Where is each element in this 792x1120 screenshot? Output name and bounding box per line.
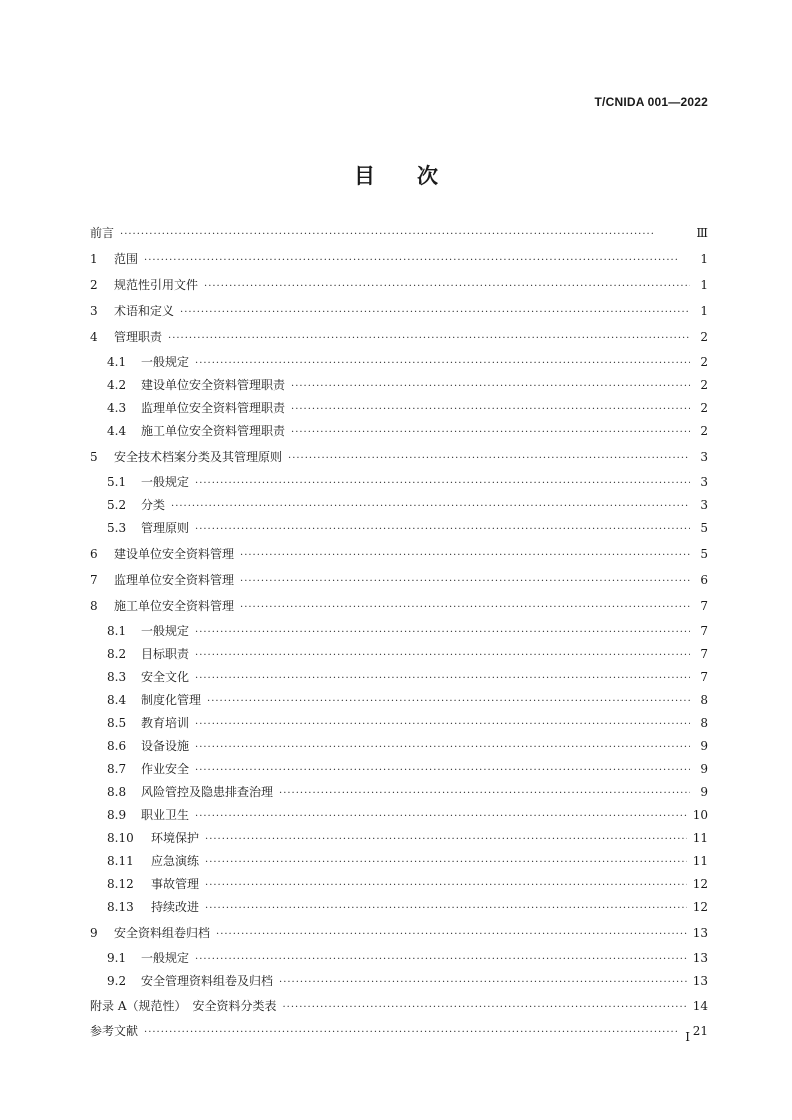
toc-entry-label: 附录 A（规范性） 安全资料分类表 (90, 999, 277, 1013)
toc-entry-page: 9 (700, 762, 708, 776)
page-title: 目 次 (354, 164, 438, 188)
toc-entry[interactable] (90, 330, 708, 346)
toc-entry-page: 12 (692, 877, 708, 891)
toc-entry[interactable] (90, 547, 708, 563)
toc-entry-page: 12 (692, 900, 708, 914)
toc-entry-label: 监理单位安全资料管理职责 (141, 401, 286, 415)
toc-entry-label: 前言 (90, 226, 115, 240)
table-of-contents (90, 226, 708, 1040)
toc-entry-number: 8.13 (107, 900, 134, 914)
toc-entry-label: 建设单位安全资料管理职责 (141, 378, 286, 392)
toc-entry-page: 13 (692, 974, 708, 988)
toc-entry-label: 范围 (114, 252, 139, 266)
toc-entry-label: 目标职责 (141, 647, 190, 661)
toc-entry[interactable] (90, 401, 708, 417)
toc-entry-page: 13 (692, 951, 708, 965)
toc-entry-number: 9.1 (107, 951, 127, 965)
toc-entry[interactable] (90, 624, 708, 640)
toc-leader-dots (120, 228, 690, 242)
toc-leader-dots (144, 254, 690, 268)
toc-entry-page: 11 (692, 854, 708, 868)
toc-leader-dots (205, 879, 687, 893)
toc-leader-dots (195, 718, 690, 732)
toc-entry-number: 8 (90, 599, 98, 613)
toc-entry-number: 8.4 (107, 693, 127, 707)
toc-entry-page: 9 (700, 739, 708, 753)
toc-entry-number: 6 (90, 547, 98, 561)
toc-leader-dots (207, 695, 690, 709)
toc-entry[interactable] (90, 854, 708, 870)
toc-leader-dots (195, 672, 690, 686)
toc-leader-dots (195, 810, 687, 824)
toc-entry-page: 2 (700, 330, 708, 344)
toc-entry-number: 4.4 (107, 424, 127, 438)
toc-entry-number: 8.11 (107, 854, 134, 868)
toc-entry-label: 环境保护 (151, 831, 200, 845)
toc-entry-page: 7 (700, 670, 708, 684)
toc-entry[interactable] (90, 355, 708, 371)
toc-entry[interactable] (90, 999, 708, 1015)
toc-entry-page: 3 (700, 450, 708, 464)
toc-entry-page: 5 (700, 521, 708, 535)
toc-entry-label: 安全技术档案分类及其管理原则 (114, 450, 283, 464)
toc-entry-number: 8.5 (107, 716, 127, 730)
toc-leader-dots (205, 856, 687, 870)
toc-entry[interactable] (90, 573, 708, 589)
toc-entry-number: 1 (90, 252, 98, 266)
toc-entry-page: 8 (700, 716, 708, 730)
toc-entry-label: 一般规定 (141, 951, 190, 965)
toc-entry[interactable] (90, 951, 708, 967)
toc-entry-label: 作业安全 (141, 762, 190, 776)
toc-entry-page: 5 (700, 547, 708, 561)
toc-entry[interactable] (90, 378, 708, 394)
toc-entry-number: 3 (90, 304, 98, 318)
toc-entry-number: 8.6 (107, 739, 127, 753)
toc-entry-number: 4.2 (107, 378, 127, 392)
toc-leader-dots (204, 280, 690, 294)
toc-entry-label: 建设单位安全资料管理 (114, 547, 235, 561)
toc-leader-dots (195, 477, 690, 491)
toc-entry-label: 参考文献 (90, 1024, 139, 1038)
toc-entry[interactable] (90, 974, 708, 990)
toc-entry-label: 术语和定义 (114, 304, 175, 318)
toc-entry-number: 9.2 (107, 974, 127, 988)
toc-entry-number: 8.9 (107, 808, 127, 822)
toc-entry-number: 8.8 (107, 785, 127, 799)
toc-entry-label: 管理原则 (141, 521, 190, 535)
toc-leader-dots (171, 500, 690, 514)
toc-entry-page: 7 (700, 624, 708, 638)
toc-entry-number: 5 (90, 450, 98, 464)
toc-leader-dots (291, 426, 690, 440)
toc-entry-page: 1 (700, 252, 708, 266)
toc-entry-label: 安全资料组卷归档 (114, 926, 211, 940)
toc-entry-number: 8.10 (107, 831, 134, 845)
toc-entry[interactable] (90, 808, 708, 824)
toc-entry-page: 2 (700, 401, 708, 415)
toc-entry[interactable] (90, 693, 708, 709)
toc-entry[interactable] (90, 785, 708, 801)
toc-leader-dots (291, 380, 690, 394)
toc-entry-label: 监理单位安全资料管理 (114, 573, 235, 587)
toc-leader-dots (195, 523, 690, 537)
toc-entry-label: 规范性引用文件 (114, 278, 199, 292)
toc-entry-number: 8.3 (107, 670, 127, 684)
toc-entry-label: 应急演练 (151, 854, 200, 868)
toc-entry-page: 2 (700, 355, 708, 369)
toc-entry[interactable] (90, 278, 708, 294)
toc-entry[interactable] (90, 475, 708, 491)
toc-entry-page: 11 (692, 831, 708, 845)
toc-entry-label: 分类 (141, 498, 166, 512)
toc-leader-dots (240, 549, 690, 563)
toc-entry[interactable] (90, 762, 708, 778)
toc-entry[interactable] (90, 670, 708, 686)
toc-entry-page: 1 (700, 278, 708, 292)
toc-entry[interactable] (90, 831, 708, 847)
toc-entry-label: 安全文化 (141, 670, 190, 684)
toc-entry-number: 7 (90, 573, 98, 587)
toc-entry-page: 2 (700, 378, 708, 392)
toc-entry-label: 职业卫生 (141, 808, 190, 822)
toc-leader-dots (168, 332, 690, 346)
toc-entry[interactable] (90, 900, 708, 916)
toc-leader-dots (205, 902, 687, 916)
toc-entry-page: 9 (700, 785, 708, 799)
toc-entry-number: 8.7 (107, 762, 127, 776)
toc-entry-number: 4 (90, 330, 98, 344)
toc-entry-label: 一般规定 (141, 355, 190, 369)
toc-entry-label: 管理职责 (114, 330, 163, 344)
toc-entry[interactable] (90, 739, 708, 755)
toc-entry-number: 4.3 (107, 401, 127, 415)
toc-entry[interactable] (90, 926, 708, 942)
toc-leader-dots (279, 787, 690, 801)
toc-entry-page: 3 (700, 498, 708, 512)
toc-entry-page: 8 (700, 693, 708, 707)
toc-entry-label: 风险管控及隐患排查治理 (141, 785, 274, 799)
toc-entry[interactable] (90, 647, 708, 663)
toc-entry[interactable] (90, 304, 708, 320)
toc-entry-label: 一般规定 (141, 475, 190, 489)
toc-entry-page: 14 (692, 999, 708, 1013)
toc-leader-dots (240, 575, 690, 589)
toc-entry-number: 4.1 (107, 355, 127, 369)
toc-leader-dots (195, 357, 690, 371)
toc-entry[interactable] (90, 424, 708, 440)
toc-entry-page: 7 (700, 599, 708, 613)
toc-entry-label: 教育培训 (141, 716, 190, 730)
toc-entry-label: 一般规定 (141, 624, 190, 638)
toc-entry[interactable] (90, 226, 708, 242)
toc-entry-label: 持续改进 (151, 900, 200, 914)
toc-leader-dots (240, 601, 690, 615)
toc-entry-label: 安全管理资料组卷及归档 (141, 974, 274, 988)
toc-entry-label: 制度化管理 (141, 693, 202, 707)
toc-entry-page: 6 (700, 573, 708, 587)
toc-entry-number: 2 (90, 278, 98, 292)
toc-entry-label: 施工单位安全资料管理 (114, 599, 235, 613)
toc-entry-page: 1 (700, 304, 708, 318)
toc-entry-number: 9 (90, 926, 98, 940)
toc-leader-dots (205, 833, 687, 847)
toc-leader-dots (144, 1026, 687, 1040)
toc-entry-label: 事故管理 (151, 877, 200, 891)
toc-leader-dots (288, 452, 690, 466)
toc-entry-page: 7 (700, 647, 708, 661)
toc-leader-dots (282, 1001, 686, 1015)
toc-entry-number: 8.12 (107, 877, 134, 891)
toc-entry[interactable] (90, 450, 708, 466)
toc-entry[interactable] (90, 1024, 708, 1040)
toc-leader-dots (279, 976, 687, 990)
toc-leader-dots (195, 626, 690, 640)
toc-entry-page: 2 (700, 424, 708, 438)
toc-leader-dots (195, 953, 687, 967)
toc-entry[interactable] (90, 599, 708, 615)
toc-entry[interactable] (90, 877, 708, 893)
toc-leader-dots (291, 403, 690, 417)
toc-entry-page: 10 (692, 808, 708, 822)
toc-entry-number: 8.1 (107, 624, 127, 638)
toc-entry[interactable] (90, 498, 708, 514)
toc-leader-dots (216, 928, 687, 942)
page-number: I (685, 1030, 690, 1044)
toc-leader-dots (195, 764, 690, 778)
toc-entry-label: 设备设施 (141, 739, 190, 753)
toc-entry-number: 8.2 (107, 647, 127, 661)
toc-entry-page: 21 (692, 1024, 708, 1038)
toc-entry-number: 5.3 (107, 521, 127, 535)
toc-entry-number: 5.2 (107, 498, 127, 512)
toc-leader-dots (180, 306, 690, 320)
toc-entry[interactable] (90, 716, 708, 732)
toc-entry[interactable] (90, 521, 708, 537)
document-id: T/CNIDA 001—2022 (594, 95, 708, 109)
toc-leader-dots (195, 649, 690, 663)
toc-entry-page: Ⅲ (696, 226, 708, 240)
toc-entry-page: 13 (692, 926, 708, 940)
toc-leader-dots (195, 741, 690, 755)
toc-entry-label: 施工单位安全资料管理职责 (141, 424, 286, 438)
toc-entry-page: 3 (700, 475, 708, 489)
toc-entry[interactable] (90, 252, 708, 268)
toc-entry-number: 5.1 (107, 475, 127, 489)
